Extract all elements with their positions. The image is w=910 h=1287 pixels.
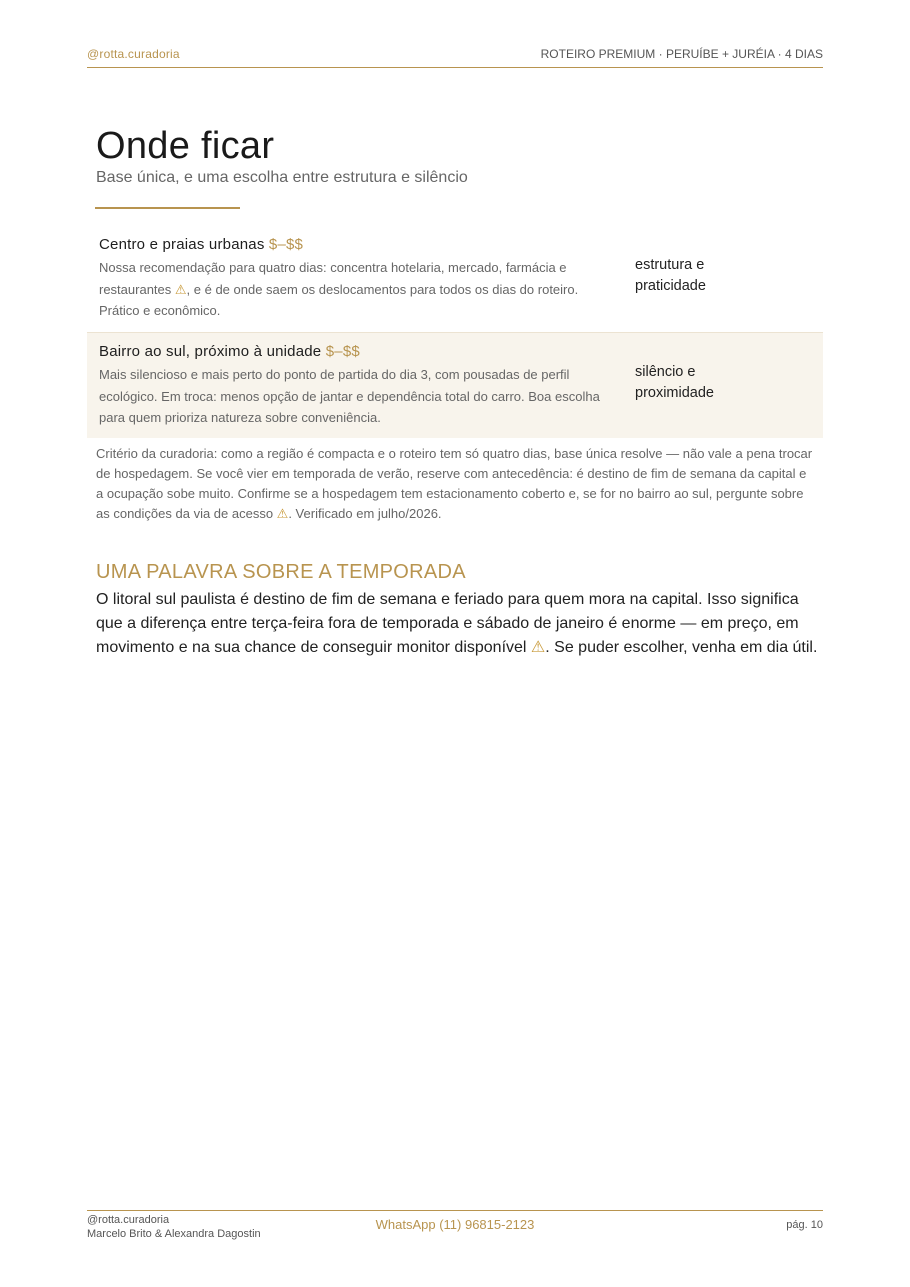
criteria-text-1: Critério da curadoria: como a região é compacta e o roteiro tem só quatro dias, base única resolve — não vale a pena trocar de hospedagem. Se você vier em temporada de verão, reserve com antecedência: é destino de fim de semana da capital e a ocupação sobe muito. Confirme se a hospedagem tem estacionamento coberto e, se for no bairro ao sul, pergunte sobre as condições da via de acesso bbox=[96, 446, 813, 521]
option-tag: estrutura e praticidade bbox=[635, 257, 706, 294]
season-text-1: O litoral sul paulista é destino de fim de semana e feriado para quem mora na capital. Isso significa que a diferença entre terça-feira fora de temporada e sábado de janeiro é enorme — em preço, em movimento e na sua chance de conseguir monitor disponível bbox=[96, 591, 799, 656]
title-divider bbox=[95, 207, 240, 209]
warning-icon: ⚠ bbox=[530, 639, 546, 656]
option-name bbox=[99, 235, 811, 255]
header-doc-title: ROTEIRO PREMIUM · PERUÍBE + JURÉIA · 4 DIAS bbox=[540, 47, 823, 61]
page-title: Onde ficar bbox=[96, 125, 275, 167]
option-name bbox=[99, 342, 811, 362]
option-description bbox=[99, 257, 614, 322]
season-text-2: . Se puder escolher, venha em dia útil. bbox=[545, 639, 818, 656]
option-price: $–$$ bbox=[268, 236, 304, 253]
option-name-text: Bairro ao sul, próximo à unidade bbox=[99, 343, 322, 360]
warning-icon: ⚠ bbox=[276, 506, 289, 521]
criteria-text-2: . Verificado em julho/2026. bbox=[288, 506, 442, 521]
header-brand: @rotta.curadoria bbox=[87, 47, 180, 61]
footer-brand: @rotta.curadoria bbox=[87, 1214, 170, 1226]
lodging-option-centro bbox=[87, 226, 823, 332]
option-price: $–$$ bbox=[325, 343, 360, 360]
title-block bbox=[96, 124, 816, 188]
option-name-text: Centro e praias urbanas bbox=[99, 236, 265, 253]
warning-icon: ⚠ bbox=[174, 281, 187, 297]
page-header bbox=[87, 47, 823, 68]
footer-whatsapp-link[interactable]: WhatsApp (11) 96815-2123 bbox=[375, 1217, 535, 1232]
option-description-text-2: , e é de onde saem os deslocamentos para todos os dias do roteiro. Prático e econômico. bbox=[99, 281, 579, 318]
lodging-options bbox=[87, 226, 823, 438]
option-description: Mais silencioso e mais perto do ponto de partida do dia 3, com pousadas de perfil ecológico. Em troca: menos opção de jantar e dependência total do carro. Boa escolha para quem prioriza natureza sobre conveniência. bbox=[99, 367, 600, 425]
page-footer bbox=[87, 1210, 823, 1251]
lodging-option-bairro-sul bbox=[87, 332, 823, 438]
option-tag: silêncio e proximidade bbox=[635, 364, 714, 401]
curation-criteria bbox=[96, 444, 816, 524]
page-subtitle: Base única, e uma escolha entre estrutura e silêncio bbox=[96, 169, 468, 186]
option-description-text-1: Nossa recomendação para quatro dias: concentra hotelaria, mercado, farmácia e restaurantes bbox=[99, 260, 567, 297]
footer-authors: Marcelo Brito & Alexandra Dagostin bbox=[87, 1228, 261, 1240]
season-heading: UMA PALAVRA SOBRE A TEMPORADA bbox=[96, 561, 466, 583]
page-number: pág. 10 bbox=[786, 1219, 823, 1231]
season-body bbox=[96, 588, 820, 660]
